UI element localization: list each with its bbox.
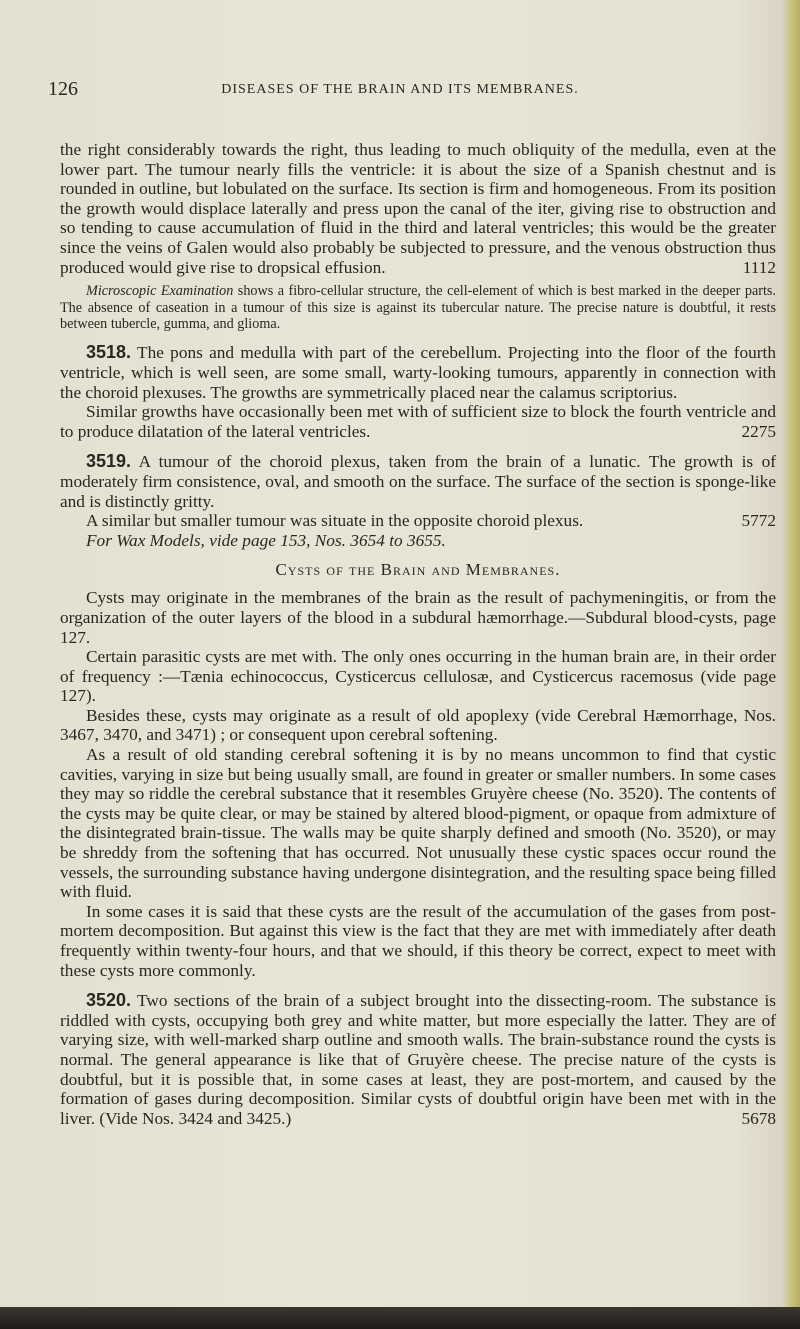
specimen-number: 3518. bbox=[86, 342, 132, 363]
specimen-text-2: Similar growths have occasionally been met with of sufficient size to block the fourth ventricle and to produce dilatation of the lateral ventricles. bbox=[60, 402, 776, 441]
page-edge-shadow bbox=[782, 0, 800, 1329]
wax-ref-text: For Wax Models, vide page 153, Nos. 3654 to 3655. bbox=[86, 530, 446, 550]
note-text: shows a fibro-cellular structure, the cell-element of which is best marked in the deeper parts. The absence of caseation in a tumour of this size is against its tubercular nature. The precise nature is doubtful, it rests between tubercle, gumma, and glioma. bbox=[60, 283, 776, 332]
cysts-paragraph-2: Certain parasitic cysts are met with. The only ones occurring in the human brain are, in their order of frequency :—Tænia echinococcus, Cysticercus cellulosæ, and Cysticercus racemosus (vide page 127). bbox=[60, 647, 776, 706]
specimen-3520 bbox=[60, 991, 776, 1128]
wax-models-ref bbox=[60, 531, 776, 551]
specimen-3519 bbox=[60, 452, 776, 511]
specimen-text-2: A similar but smaller tumour was situate in the opposite choroid plexus. bbox=[86, 511, 584, 531]
note-label: Microscopic Examination bbox=[86, 283, 234, 300]
specimen-text: A tumour of the choroid plexus, taken from the brain of a lunatic. The growth is of moderately firm consistence, oval, and smooth on the surface. The surface of the section is sponge-like and is distinctly gritty. bbox=[60, 452, 776, 511]
cysts-paragraph-5: In some cases it is said that these cysts are the result of the accumulation of the gases from post-mortem decomposition. But against this view is the fact that they are met with immediately after death frequently within twenty-four hours, and that we should, if this theory be correct, expect to meet with these cysts more commonly. bbox=[60, 901, 776, 980]
cysts-paragraph-4: As a result of old standing cerebral softening it is by no means uncommon to find that cystic cavities, varying in size but being usually small, are found in greater or smaller numbers. In some cases they may so riddle the cerebral substance that it resembles Gruyère cheese (No. 3520). The contents of the cysts may be quite clear, or may be stained by altered blood-pigment, or opaque from admixture of the disintegrated brain-tissue. The walls may be quite sharply defined and smooth (No. 3520), or may be shreddy from the softening that has occurred. Not unusually these cystic spaces occur round the vessels, the surrounding substance having undergone disintegration, and the resulting space being filled with fluid. bbox=[60, 745, 776, 902]
specimen-text: Two sections of the brain of a subject brought into the dissecting-room. The substance is riddled with cysts, occupying both grey and white matter, but more especially the latter. They are of varying size, with well-marked sharp outline and smooth walls. The brain-substance round the cysts is normal. The general appearance is like that of Gruyère cheese. The precise nature of the cysts is doubtful, but it is possible that, in some cases at least, they are post-mortem, and caused by the formation of gases during decomposition. Similar cysts of doubtful origin have been met with in the liver. (Vide Nos. 3424 and 3425.) bbox=[60, 991, 776, 1128]
page-bottom-shadow bbox=[0, 1307, 800, 1329]
specimen-number: 3519. bbox=[86, 451, 132, 472]
paragraph-continued bbox=[60, 140, 776, 277]
cysts-paragraph-1: Cysts may originate in the membranes of the brain as the result of pachymeningitis, or from the organization of the outer layers of the blood in a subdural hæmorrhage.—Subdural blood-cysts, page 127. bbox=[60, 588, 776, 647]
cysts-paragraph-3: Besides these, cysts may originate as a result of old apoplexy (vide Cerebral Hæmorrhage, Nos. 3467, 3470, and 3471) ; or consequent upon cerebral softening. bbox=[60, 705, 776, 745]
museum-number: 5678 bbox=[741, 1108, 776, 1128]
specimen-3518-note bbox=[60, 402, 776, 441]
specimen-number: 3520. bbox=[86, 990, 132, 1011]
page-number: 126 bbox=[48, 78, 78, 100]
specimen-3519-note bbox=[60, 511, 776, 531]
specimen-text: The pons and medulla with part of the cerebellum. Projecting into the floor of the fourth ventricle, which is well seen, are some small, warty-looking tumours, apparently in connection with the choroid plexuses. The growths are symmetrically placed near the calamus scriptorius. bbox=[60, 343, 776, 402]
running-title: DISEASES OF THE BRAIN AND ITS MEMBRANES. bbox=[221, 82, 579, 97]
museum-number: 5772 bbox=[741, 511, 776, 531]
page-body bbox=[60, 140, 776, 1128]
microscopic-note bbox=[60, 283, 776, 332]
page-header bbox=[0, 80, 800, 102]
museum-number: 2275 bbox=[741, 421, 776, 441]
museum-number: 1112 bbox=[742, 257, 776, 277]
paragraph-text: the right considerably towards the right, thus leading to much obliquity of the medulla, even at the lower part. The tumour nearly fills the ventricle: it is about the size of a Spanish chestnut and is rounded in outline, but lobulated on the surface. Its section is firm and homogeneous. From its position the growth would displace laterally and press upon the canal of the iter, giving rise to obstruction and so tending to cause accumulation of fluid in the third and lateral ventricles; this would be the greater since the veins of Galen would also probably be subjected to pressure, and the venous obstruction thus produced would give rise to dropsical effusion. bbox=[60, 140, 776, 277]
specimen-3518 bbox=[60, 343, 776, 402]
section-title: Cysts of the Brain and Membranes. bbox=[275, 560, 561, 580]
